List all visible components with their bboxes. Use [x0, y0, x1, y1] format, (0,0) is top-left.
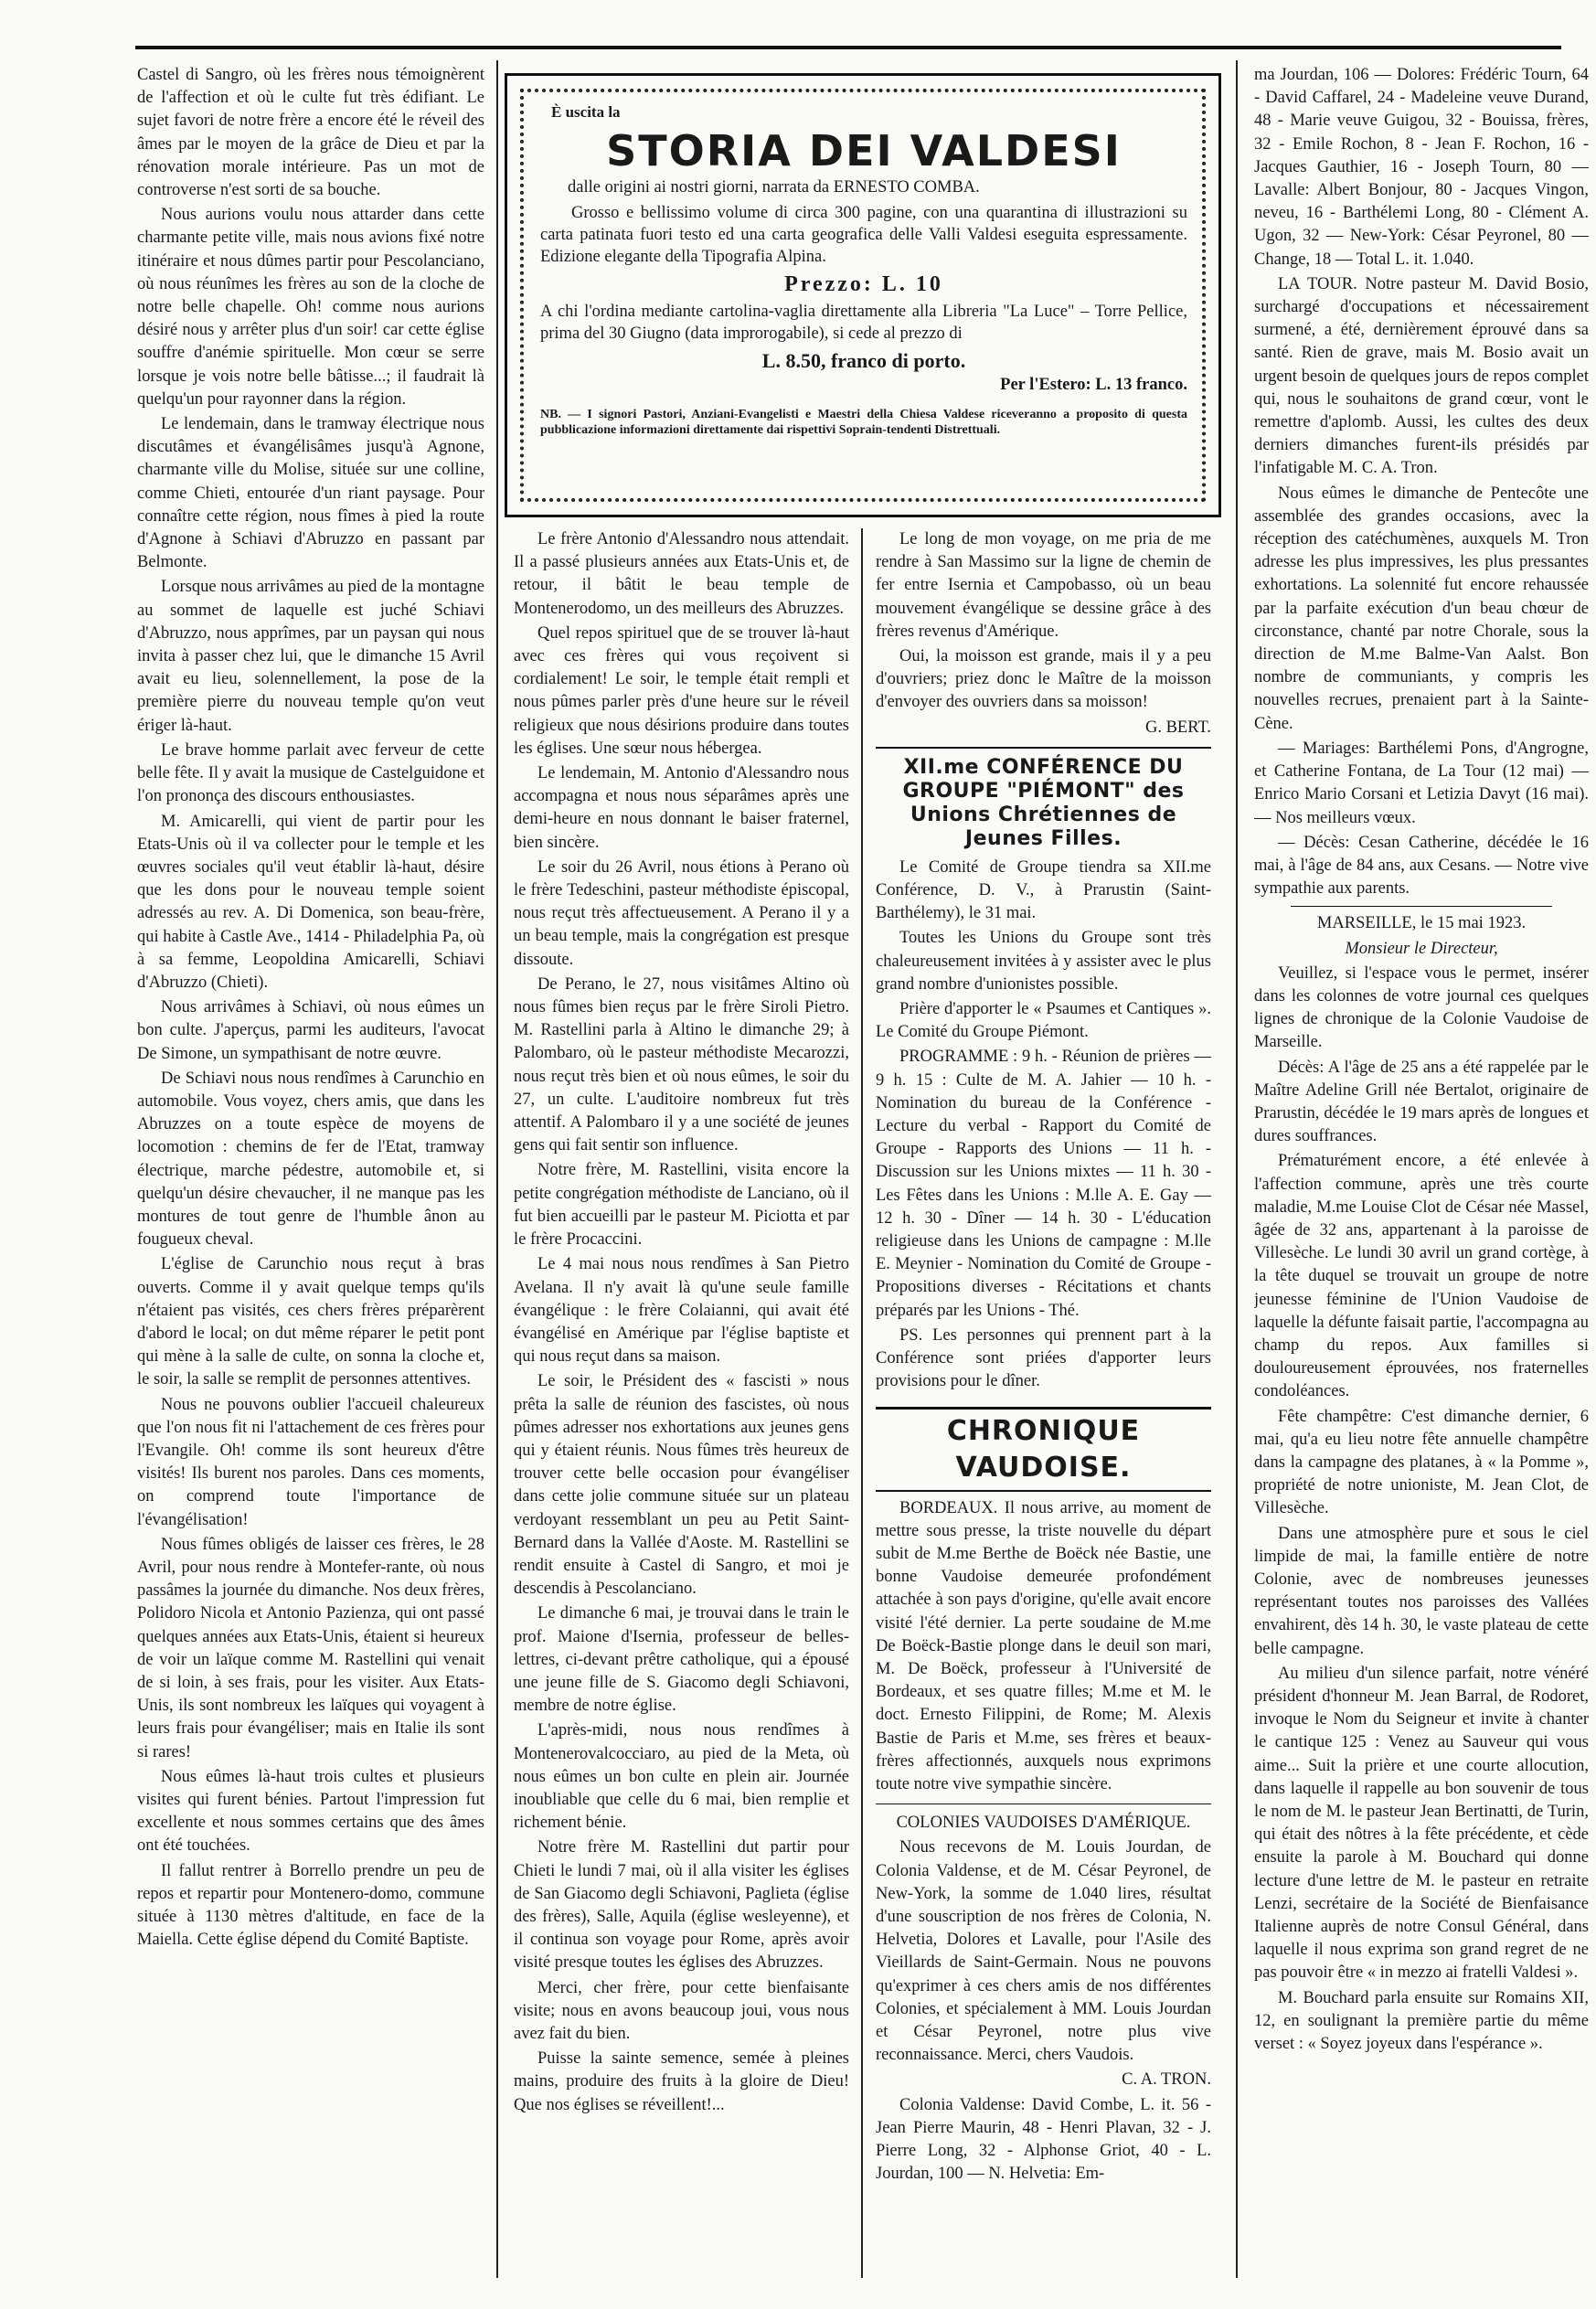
section-divider	[1291, 906, 1552, 907]
article-paragraph: Notre frère M. Rastellini dut partir pour Chieti le lundi 7 mai, où il alla visiter les églises de San Giacomo degli Schiavoni, Paglieta (église des frères), Salle, Aquila (église wesleyenne), et il continua son voyage pour Rome, après avoir visité presque toutes les églises des Abruzzes.	[514, 1838, 849, 1973]
article-paragraph: M. Amicarelli, qui vient de partir pour les Etats-Unis où il va collecter pour le temple et les œuvres sociales qu'il veut établir là-haut, désire que les dons pour le nouveau temple soient adressés au rev. A. Di Domenica, son beau-frère, qui habite à Castle Ave., 1414 - Philadelphia Pa, où à sa femme, Leopoldina Amicarelli, Schiavi d'Abruzzo (Chieti).	[137, 812, 484, 992]
author-signature: G. BERT.	[1144, 718, 1211, 737]
article-paragraph: — Décès: Cesan Catherine, décédée le 16 mai, à l'âge de 84 ans, aux Cesans. — Notre vive sympathie aux parents.	[1254, 833, 1589, 899]
article-paragraph: Nous recevons de M. Louis Jourdan, de Colonia Valdense, et de M. César Peyronel, de New-York, la somme de 1.040 lires, résultat d'une souscription de nos frères de Colonia, N. Helvetia, Dolores et Lavalle, pour l'Asile des Vieillards de Saint-Germain. Nous ne pouvons qu'exprimer à ces chers amis de nos différentes Colonies, et spécialement à MM. Louis Jourdan et César Peyronel, notre plus vive reconnaissance. Merci, chers Vaudois.	[876, 1838, 1211, 2065]
book-advertisement	[505, 73, 1221, 517]
column-divider	[1236, 60, 1238, 2278]
article-paragraph: Nous aurions voulu nous attarder dans cette charmante petite ville, mais nous avions fixé notre itinéraire et nous dûmes partir pour Pescolanciano, où nous réunîmes les frères au son de la cloche de notre belle chapelle. Oh! comme nous aurions désiré nous y arrêter plus d'un soir! car cette église souffre d'anémie spirituelle. Mon cœur se serre lorsque je vois notre belle bâtisse...; il faudrait là quelqu'un pour rayonner dans la région.	[137, 206, 484, 409]
ad-subtitle: dalle origini ai nostri giorni, narrata da ERNESTO COMBA.	[568, 178, 980, 197]
article-paragraph: Au milieu d'un silence parfait, notre vénéré président d'honneur M. Jean Barral, de Rodoret, invoque le Nom du Seigneur et invite à chanter le cantique 125 : Venez au Sauveur qui vous aime... Suit la prière et une courte allocution, dans laquelle il rappelle au bon souvenir de tous le nom de M. le pasteur Jean Bertinatti, de Turin, qui était des nôtres à la fête précédente, et cède ensuite la parole à M. Bouchard qui donne lecture d'une lettre de M. le pasteur en retraite Lenzi, secrétaire de la Société de Bienfaisance Italienne auprès de notre Consul Général, dans laquelle il nous exprima son grand regret de ne pas pouvoir être « in mezzo ai fratelli Valdesi ».	[1254, 1664, 1589, 1983]
column-4	[1254, 64, 1589, 2276]
article-paragraph: L'après-midi, nous nous rendîmes à Montenerovalcocciaro, au pied de la Meta, où nous eûmes un bon culte en plein air. Journée inoubliable que celle du 6 mai, bien remplie et richement bénie.	[514, 1721, 849, 1833]
column-3	[876, 528, 1211, 2276]
article-paragraph: Le 4 mai nous nous rendîmes à San Pietro Avelana. Il n'y avait là qu'une seule famille évangélique : le frère Colaianni, qui avait été évangélisé en Amérique par l'église baptiste et qui nous reçut dans sa maison.	[514, 1255, 849, 1367]
donation-list: Colonia Valdense: David Combe, L. it. 56 - Jean Pierre Maurin, 48 - Henri Plavan, 32 - J. Pierre Long, 32 - Alphonse Griot, 40 - L. Jourdan, 100 — N. Helvetia: Em-	[876, 2095, 1211, 2184]
article-paragraph: Fête champêtre: C'est dimanche dernier, 6 mai, qu'a eu lieu notre fête annuelle champêtre dans la campagne des platanes, à « la Pomme », propriété de notre unioniste, M. Jean Clot, de Villesèche.	[1254, 1407, 1589, 1518]
article-paragraph: Prématurément encore, a été enlevée à l'affection commune, après une très courte maladie, M.me Louise Clot de César née Massel, âgée de 32 ans, appartenant à la paroisse de Villesèche. Le lundi 30 avril un grand cortège, à la tête duquel se trouvait un groupe de notre jeunesse féminine de l'Union Vaudoise de laquelle la défunte faisait partie, l'accompagna au champ du repos. Aux familles si douloureusement éprouvées, nos fraternelles condoléances.	[1254, 1152, 1589, 1401]
article-paragraph: M. Bouchard parla ensuite sur Romains XII, 12, en soulignant la première partie du même verset : « Soyez joyeux dans l'espérance ».	[1254, 1988, 1589, 2054]
column-1	[137, 64, 484, 2276]
article-paragraph: Castel di Sangro, où les frères nous témoignèrent de l'affection et où le culte fut très édifiant. Le sujet favori de notre frère a encore été le réveil des âmes par le moyen de la grâce de Dieu et par la rénovation morale intérieure. Pas un mot de controverse n'est sorti de sa bouche.	[137, 66, 484, 200]
dateline: MARSEILLE, le 15 mai 1923.	[1316, 914, 1527, 933]
article-paragraph: Oui, la moisson est grande, mais il y a peu d'ouvriers; priez donc le Maître de la moisson d'envoyer des ouvriers dans sa moisson!	[876, 647, 1211, 712]
article-paragraph: LA TOUR. Notre pasteur M. David Bosio, surchargé d'occupations et nécessairement surmené, a été, dernièrement éprouvé dans sa santé. Rien de grave, mais M. Bosio avait un urgent besoin de quelques jours de repos complet qui, nous le souhaitons de grand cœur, vont le remettre d'aplomb. Aussi, les cultes des deux derniers dimanches furent-ils présidés par l'infatigable M. C. A. Tron.	[1254, 274, 1589, 478]
ad-foreign-price: Per l'Estero: L. 13 franco.	[1000, 376, 1187, 394]
article-paragraph: Quel repos spirituel que de se trouver là-haut avec ces frères qui vous reçoivent si cordialement! Le soir, le temple était rempli et nous pûmes parler près d'une heure sur le réveil religieux que nous désirions produire dans toutes les églises. Une sœur nous hébergea.	[514, 623, 849, 758]
article-paragraph: L'église de Carunchio nous reçut à bras ouverts. Comme il y avait quelque temps qu'ils n'étaient pas visités, ces chers frères préparèrent d'abord le local; on dut même réparer le petit pont qui mène à la salle de culte, on sonna la cloche et, le soir, la salle se remplit de personnes attentives.	[137, 1255, 484, 1389]
article-paragraph: Nous ne pouvons oublier l'accueil chaleureux que l'on nous fit ni l'attachement de ces frères pour l'Evangile. Oh! comme ils sont heureux d'être visités! Ils burent nos paroles. Dans ces moments, on comprend toute l'importance de l'évangélisation!	[137, 1395, 484, 1529]
column-divider	[861, 528, 863, 2278]
article-paragraph: Veuillez, si l'espace vous le permet, insérer dans les colonnes de votre journal ces quelques lignes de chronique de la Colonie Vaudoise de Marseille.	[1254, 963, 1589, 1052]
article-paragraph: Le brave homme parlait avec ferveur de cette belle fête. Il y avait la musique de Castelguidone et l'on prononça des discours enthousiastes.	[137, 740, 484, 806]
conference-program: PROGRAMME : 9 h. - Réunion de prières — 9 h. 15 : Culte de M. A. Jahier — 10 h. - Nomination du bureau de la Conférence - Lecture du verbal - Rapport du Comité de Groupe - Rapports des Unions — 11 h. - Discussion sur les Unions mixtes — 11 h. 30 - Les Fêtes dans les Unions : M.lle A. E. Gay — 12 h. 30 - Dîner — 14 h. 30 - L'éducation religieuse dans les Unions de campagne : M.lle E. Meynier - Nomination du Comité de Groupe - Propositions diverses - Récitations et chants préparés par les Unions - Thé.	[876, 1048, 1211, 1320]
salutation: Monsieur le Directeur,	[1345, 939, 1498, 958]
ad-intro: È uscita la	[551, 103, 621, 121]
article-paragraph: Nous eûmes le dimanche de Pentecôte une assemblée des grandes occasions, avec la réception des catéchumènes, auxquels M. Tron adresse les plus impressives, les plus pressantes exhortations. La solennité fut encore rehaussée par la parfaite exécution d'un beau chœur de circonstance, chanté par notre Chorale, sous la direction de M.me Balme-Van Aalst. Bon nombre de communiants, y compris les nouvelles recrues, prenaient part à la Sainte-Cène.	[1254, 484, 1589, 733]
ad-description: Grosso e bellissimo volume di circa 300 pagine, con una quarantina di illustrazioni su carta patinata fuori testo ed una carta geografica delle Valli Valdesi eseguita espressamente. Edizione elegante della Tipografia Alpina.	[540, 204, 1187, 266]
article-paragraph: Le long de mon voyage, on me pria de me rendre à San Massimo sur la ligne de chemin de fer entre Isernia et Campobasso, où un beau mouvement évangélique se dessine grâce à des frères revenus d'Amérique.	[876, 530, 1211, 641]
article-paragraph: Toutes les Unions du Groupe sont très chaleureusement invitées à y assister avec le plus grand nombre d'unionistes possible.	[876, 929, 1211, 994]
ad-discount-price: L. 8.50, franco di porto.	[761, 349, 966, 372]
article-paragraph: Merci, cher frère, pour cette bienfaisante visite; nous en avons beaucoup joui, vous nous avez fait du bien.	[514, 1978, 849, 2043]
article-paragraph: Nous fûmes obligés de laisser ces frères, le 28 Avril, pour nous rendre à Montefer-rante, où nous passâmes la journée du dimanche. Nos deux frères, Polidoro Nicola et Antonio Pazienza, qui ont passé quelques années aux Etats-Unis, étaient si heureux de voir un laïque comme M. Rastellini qui venait de si loin, à ses frais, pour les visiter. Aux Etats-Unis, ils sont nombreux les laïques qui voyagent à leurs frais pour évangéliser; mais en Italie ils sont si rares!	[137, 1535, 484, 1761]
article-paragraph: Dans une atmosphère pure et sous le ciel limpide de mai, la famille entière de notre Colonie, avec de nombreuses jeunesses représentant toutes nos paroisses des Vallées envahirent, dès 14 h. 30, le vaste plateau de cette belle campagne.	[1254, 1524, 1589, 1658]
article-paragraph: Le Comité de Groupe tiendra sa XII.me Conférence, D. V., à Prarustin (Saint-Barthélemy), le 31 mai.	[876, 857, 1211, 923]
ad-title: STORIA DEI VALDESI	[606, 126, 1122, 176]
article-paragraph: Nous eûmes là-haut trois cultes et plusieurs visites qui furent bénies. Partout l'impression fut excellente et nous sommes certains que des âmes ont été touchées.	[137, 1767, 484, 1856]
column-2	[514, 528, 849, 2276]
article-paragraph: Nous arrivâmes à Schiavi, où nous eûmes un bon culte. J'aperçus, parmi les auditeurs, l'avocat De Simone, un sympathisant de notre œuvre.	[137, 998, 484, 1063]
colonies-heading: COLONIES VAUDOISES D'AMÉRIQUE.	[896, 1814, 1191, 1833]
ad-content	[540, 101, 1187, 498]
donation-list: ma Jourdan, 106 — Dolores: Frédéric Tourn, 64 - David Caffarel, 24 - Madeleine veuve Durand, 48 - Marie veuve Guigou, 32 - Bouissa, frères, 32 - Emile Rochon, 8 - Jean F. Rochon, 16 - Jacques Gauthier, 16 - Joseph Tourn, 80 — Lavalle: Albert Bonjour, 80 - Jacques Vingon, neveu, 16 - Barthélemi Long, 80 - Clément A. Ugon, 32 — New-York: César Peyronel, 80 — Change, 18 — Total L. it. 1.040.	[1254, 66, 1589, 269]
article-paragraph: PS. Les personnes qui prennent part à la Conférence sont priées d'apporter leurs provisions pour le dîner.	[876, 1325, 1211, 1391]
article-paragraph: Le lendemain, M. Antonio d'Alessandro nous accompagna et nous nous séparâmes après une demi-heure en nous donnant le baiser fraternel, bien sincère.	[514, 764, 849, 852]
ad-order-text: A chi l'ordina mediante cartolina-vaglia direttamente alla Libreria "La Luce" – Torre Pellice, prima del 30 Giugno (data improrogabile), si cede al prezzo di	[540, 303, 1187, 343]
article-paragraph: Puisse la sainte semence, semée à pleines mains, produire des fruits à la gloire de Dieu! Que nos églises se réveillent!...	[514, 2049, 849, 2114]
author-signature: C. A. TRON.	[1122, 2070, 1211, 2090]
article-paragraph: Prière d'apporter le « Psaumes et Cantiques ». Le Comité du Groupe Piémont.	[876, 1000, 1211, 1042]
top-rule	[135, 46, 1561, 49]
article-paragraph: Le frère Antonio d'Alessandro nous attendait. Il a passé plusieurs années aux Etats-Unis et, de retour, il bâtit le beau temple de Montenerodomo, un des meilleurs des Abruzzes.	[514, 530, 849, 618]
article-paragraph: — Mariages: Barthélemi Pons, d'Angrogne, et Catherine Fontana, de La Tour (12 mai) — Enrico Mario Corsani et Letizia Davyt (16 mai). — Nos meilleurs vœux.	[1254, 739, 1589, 827]
ad-note: NB. — I signori Pastori, Anziani-Evangelisti e Maestri della Chiesa Valdese riceveranno a proposito di questa pubblicazione informazioni direttamente dai rispettivi Soprain-tendenti Distrettuali.	[540, 408, 1187, 437]
article-paragraph: Le lendemain, dans le tramway électrique nous discutâmes et évangélisâmes jusqu'à Agnone, charmante ville du Molise, située sur une colline, comme Chieti, entourée d'un riant paysage. Pour connaître cette région, nous fîmes à pied la route d'Agnone à Schiavi d'Abruzzo en passant par Belmonte.	[137, 415, 484, 572]
article-paragraph: Le soir, le Président des « fascisti » nous prêta la salle de réunion des fascistes, où nous pûmes adresser nos exhortations aux jeunes gens qui y étaient réunis. Nous fûmes très heureux de trouver cette belle occasion pour évangéliser dans cette jolie commune située sur un plateau verdoyant ressemblant un peu au Petit Saint-Bernard dans la Vallée d'Aoste. M. Rastellini se rendit ensuite à Castel di Sangro, et moi je descendis à Pescolanciano.	[514, 1372, 849, 1599]
conference-heading: XII.me CONFÉRENCE DU GROUPE "PIÉMONT" des Unions Chrétiennes de Jeunes Filles.	[902, 755, 1185, 850]
article-paragraph: BORDEAUX. Il nous arrive, au moment de mettre sous presse, la triste nouvelle du départ subit de M.me Berthe de Boëck née Bastie, une bonne Vaudoise demeurée profondément attachée à son pays d'origine, qu'elle avait encore visité l'été dernier. La perte soudaine de M.me De Boëck-Bastie plonge dans le deuil son mari, M. De Boëck, professeur à l'Université de Bordeaux, et ses quatre filles; M.me et M. le doct. Ernesto Filippini, de Rome; M. Alexis Bastie de Paris et M.me, ses frères et beaux-frères affectionnés, auxquels nous exprimons toute notre vive sympathie sincère.	[876, 1498, 1211, 1793]
ad-price: Prezzo: L. 10	[784, 272, 943, 296]
article-paragraph: De Perano, le 27, nous visitâmes Altino où nous fûmes bien reçus par le frère Siroli Pietro. M. Rastellini parla à Altino le dimanche 29; à Palombaro, où le pasteur méthodiste Mecarozzi, nous reçut très bien et où nous eûmes, le soir du 27, un culte. L'auditoire nombreux fut très attentif. A Palombaro il y a une société de jeunes gens qui fait sentir son influence.	[514, 974, 849, 1155]
article-paragraph: Le dimanche 6 mai, je trouvai dans le train le prof. Maione d'Isernia, professeur de belles-lettres, ci-devant prêtre catholique, qui a épousé une jeune fille de S. Giacomo degli Schiavoni, membre de notre église.	[514, 1604, 849, 1716]
article-paragraph: Il fallut rentrer à Borrello prendre un peu de repos et repartir pour Montenero-domo, commune située à 1130 mètres d'altitude, en face de la Maiella. Cette église dépend du Comité Baptiste.	[137, 1861, 484, 1950]
article-paragraph: De Schiavi nous nous rendîmes à Carunchio en automobile. Vous voyez, chers amis, que dans les Abruzzes on a toute espèce de moyens de locomotion : chemins de fer de l'Etat, tramway électrique, marche pédestre, automobile et, si quelqu'un désire chevaucher, il ne manque pas les montures de tout genre de l'humble ânon au fougueux cheval.	[137, 1069, 484, 1250]
chronicle-heading: CHRONIQUE VAUDOISE.	[876, 1407, 1211, 1492]
column-divider	[496, 60, 498, 2278]
article-paragraph: Lorsque nous arrivâmes au pied de la montagne au sommet de laquelle est juché Schiavi d'Abruzzo, nous apprîmes, par un paysan qui nous invita à passer chez lui, que le dimanche 15 Avril avait eu lieu, solennellement, la pose de la première pierre du nouveau temple qu'on veut ériger là-haut.	[137, 578, 484, 735]
article-paragraph: Notre frère, M. Rastellini, visita encore la petite congrégation méthodiste de Lanciano, où il fut bien accueilli par le pasteur M. Piciotta et par le frère Procaccini.	[514, 1161, 849, 1250]
article-paragraph: Le soir du 26 Avril, nous étions à Perano où le frère Tedeschini, pasteur méthodiste épiscopal, nous reçut très affectueusement. A Perano il y a un beau temple, mais la congrégation est presque dissoute.	[514, 857, 849, 969]
section-divider	[876, 747, 1211, 749]
article-paragraph: Décès: A l'âge de 25 ans a été rappelée par le Maître Adeline Grill née Bertalot, originaire de Prarustin, décédée le 19 mars après de longues et dures souffrances.	[1254, 1058, 1589, 1146]
